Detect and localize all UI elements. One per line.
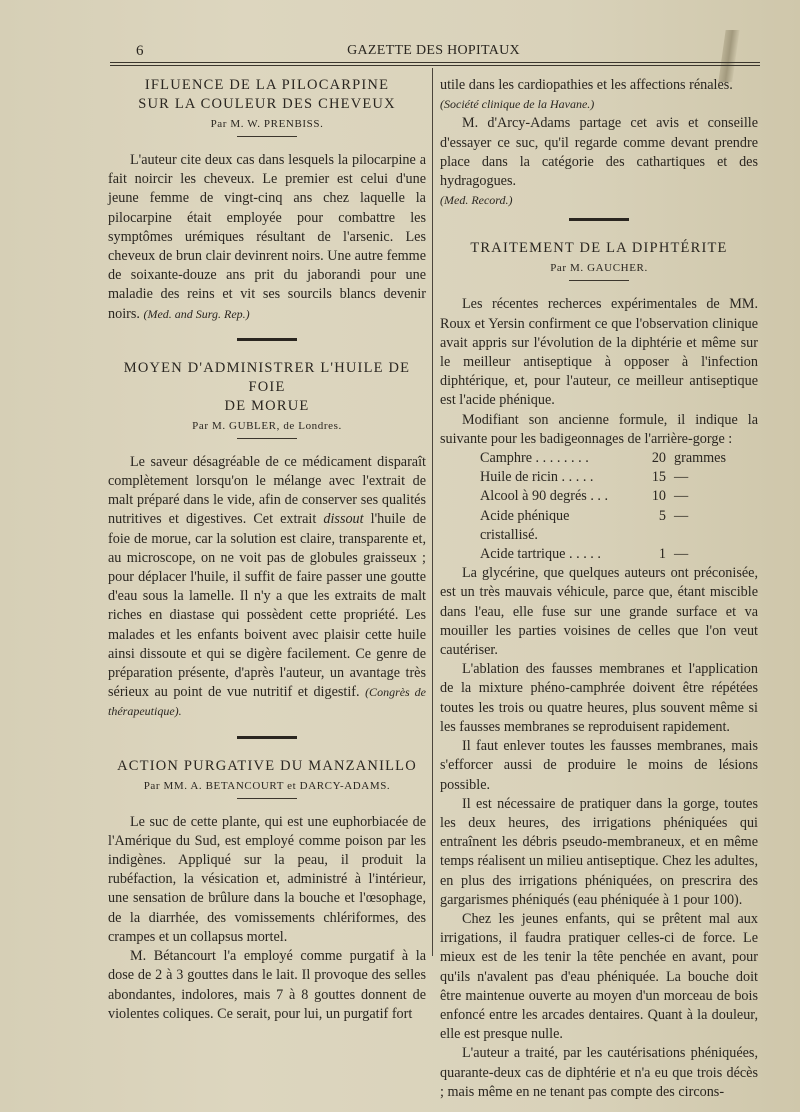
article-title-line: DE MORUE xyxy=(224,397,310,414)
section-rule xyxy=(237,438,297,439)
ingredient-quantity: 20 xyxy=(651,450,666,467)
ingredient-quantity: 15 xyxy=(651,469,666,486)
article-manzanillo-continued xyxy=(440,76,758,221)
article-paragraph: M. Bétancourt l'a employé comme purgatif à la dose de 2 à 3 gouttes dans le lait. Il provoque des selles abondantes, indolores, mais 7 à 8 gouttes donnent de violentes coliques. Ce serait, pour lui, un purgatif fort xyxy=(108,948,426,1022)
page-number: 6 xyxy=(136,43,144,59)
ingredient-unit: — xyxy=(674,507,689,524)
article-paragraph: Modifiant son ancienne formule, il indique la suivante pour les badigeonnages de l'arrière-gorge : xyxy=(440,411,758,447)
article-paragraph: Chez les jeunes enfants, qui se prêtent mal aux irrigations, il faudra pratiquer celles-ci de force. Le mieux est de les tenir la tête penchée en avant, pour qu'ils n'avalent pas d'eau phéniquée. La bouche doit être maintenue ouverte au moyen d'un morceau de bois enfoncé entre les arcades dentaires. Quant à la douleur, elle est presque nulle. xyxy=(440,910,758,1043)
page-header xyxy=(106,40,761,64)
recipe-row xyxy=(480,449,758,468)
article-author: Par M. W. PRENBISS. xyxy=(210,118,324,130)
article-author: Par M. GAUCHER. xyxy=(550,262,648,275)
article-separator xyxy=(569,218,629,221)
ingredient-unit: — xyxy=(674,546,689,563)
article-title-line: SUR LA COULEUR DES CHEVEUX xyxy=(138,96,396,112)
journal-title: GAZETTE DES HOPITAUX xyxy=(347,43,520,58)
article-title xyxy=(108,359,426,416)
article-huile-foie-morue xyxy=(108,359,426,739)
recipe-row xyxy=(480,468,758,487)
ingredient-name: Camphre . . . . . . . . xyxy=(480,450,589,467)
article-title: ACTION PURGATIVE DU MANZANILLO xyxy=(117,757,417,774)
paragraph-text: L'auteur cite deux cas dans lesquels la pilocarpine a fait noircir les cheveux. Le premier est celui d'une jeune femme de vingt-cinq ans chez laquelle la pilocarpine était employée pour combattre les symptômes urémiques résultant de l'arsenic. Les cheveux de brun clair devinrent noirs. Une autre femme de soixante-douze ans prit du jaborandi pour une maladie des reins et vit ses sourcils blancs devenir noirs. xyxy=(108,152,426,322)
ingredient-quantity: 1 xyxy=(658,546,666,563)
column-divider xyxy=(432,68,433,956)
right-column xyxy=(440,68,758,1102)
ingredient-name: Alcool à 90 degrés . . . xyxy=(480,488,609,505)
ingredient-name: Acide phénique cristallisé. xyxy=(480,507,570,543)
paragraph-text: utile dans les cardiopathies et les affections rénales. xyxy=(440,77,733,93)
article-paragraph: Il est nécessaire de pratiquer dans la gorge, toutes les deux heures, des irrigations phéniquées qui entraînent les débris pseudo-membraneux, et en même temps réalisent un milieu antiseptique. Chez les adultes, en plus des irrigations phéniquées, on prescrira des gargarismes phéniqués (eau phéniquée à 1 pour 100). xyxy=(440,795,758,908)
article-manzanillo xyxy=(108,757,426,1024)
article-paragraph: La glycérine, que quelques auteurs ont préconisée, est un très mauvais véhicule, parce que, étant miscible dans l'eau, elle fuse sur une grande surface et va mouiller les parties voisines de celles que l'on veut cautériser. xyxy=(440,565,758,659)
article-title-line: IFLUENCE DE LA PILOCARPINE xyxy=(144,77,390,93)
recipe-list xyxy=(480,449,758,564)
article-separator xyxy=(237,736,297,739)
article-paragraph xyxy=(440,76,758,114)
article-paragraph xyxy=(108,151,426,324)
header-rule xyxy=(110,62,760,63)
paragraph-text: l'huile de foie de morue, car la solution est claire, transparente et, au microscope, on ne voit pas de globules graisseux ; pour déplacer l'huile, il suffit de faire passer une goutte d'eau sous la lamelle. Il n'y a que les extraits de malt riches en diastase qui possèdent cette propriété. Les malades et les enfants boivent avec plaisir cette huile ainsi dissoute et qui se digère facilement. Ce genre de préparation présente, d'après l'auteur, un avantage très sérieux au point de vue nutritif et digestif. xyxy=(108,511,426,701)
article-author: Par M. GUBLER, de Londres. xyxy=(192,419,342,432)
article-paragraph: L'ablation des fausses membranes et l'application de la mixture phéno-camphrée doivent être répétées toutes les trois ou quatre heures, plus souvent même si les fausses membranes se reproduisent rapidement. xyxy=(440,661,758,735)
recipe-row xyxy=(480,507,758,545)
italic-word: dissout xyxy=(323,511,364,528)
section-rule xyxy=(237,798,297,799)
article-paragraph: Le suc de cette plante, qui est une euphorbiacée de l'Amérique du Sud, est employé comme poison par les indigènes. Appliqué sur la peau, il produit la rubéfaction, la vésication et, administré à l'intérieur, une sensation de brûlure dans la bouche et l'œsophage, de la diarrhée, des vomissements chlériformes, des crampes et un collapsus mortel. xyxy=(108,813,426,945)
article-title xyxy=(108,76,426,114)
ingredient-quantity: 5 xyxy=(658,507,666,524)
ingredient-unit: grammes xyxy=(674,450,727,467)
article-source: (Med. and Surg. Rep.) xyxy=(143,306,250,321)
article-author: Par MM. A. BETANCOURT et DARCY-ADAMS. xyxy=(143,779,391,792)
recipe-row xyxy=(480,487,758,506)
header-rule-thin xyxy=(110,65,760,66)
ingredient-quantity: 10 xyxy=(651,488,666,505)
ingredient-unit: — xyxy=(674,488,689,505)
article-source: (Congrès de thérapeutique). xyxy=(108,685,426,719)
section-rule xyxy=(569,280,629,281)
article-separator xyxy=(237,338,297,341)
article-paragraph: L'auteur a traité, par les cautérisations phéniquées, quarante-deux cas de diphtérie et n'a eu que trois décès ; mais même en ne tenant pas compte des circons- xyxy=(440,1045,758,1100)
paragraph-text: Le saveur désagréable de ce médicament disparaît complètement lorsqu'on le mélange avec l'extrait de malt préparé dans le vide, afin de conserver ses qualités nutritives et digestives. Cet extrait xyxy=(108,453,426,528)
article-diphterite xyxy=(440,239,758,1102)
left-column xyxy=(108,68,426,1024)
article-paragraph xyxy=(440,114,758,210)
article-title: TRAITEMENT DE LA DIPHTÉRITE xyxy=(470,240,728,257)
ingredient-name: Huile de ricin . . . . . xyxy=(480,469,594,486)
article-paragraph xyxy=(108,453,426,722)
article-title-line: MOYEN D'ADMINISTRER L'HUILE DE FOIE xyxy=(123,359,411,395)
article-paragraph: Il faut enlever toutes les fausses membranes, mais s'efforcer aussi de produire le moins de lésions possible. xyxy=(440,738,758,793)
article-pilocarpine xyxy=(108,76,426,341)
article-source: (Med. Record.) xyxy=(440,193,513,208)
ingredient-name: Acide tartrique . . . . . xyxy=(480,546,601,563)
recipe-row xyxy=(480,545,758,564)
section-rule xyxy=(237,136,297,137)
paragraph-text: M. d'Arcy-Adams partage cet avis et conseille d'essayer ce suc, qu'il regarde comme devant prendre place dans la catégorie des cathartiques et des hydragogues. xyxy=(440,115,758,190)
ingredient-unit: — xyxy=(674,469,689,486)
article-paragraph: Les récentes recherces expérimentales de MM. Roux et Yersin confirment ce que l'observation clinique avait appris sur l'évolution de la diphtérie et même sur le meilleur antiseptique à opposer à l'infection diphtérique, et, pour l'auteur, ce meilleur antiseptique est l'acide phénique. xyxy=(440,296,758,409)
article-source: (Société clinique de la Havane.) xyxy=(440,97,595,112)
